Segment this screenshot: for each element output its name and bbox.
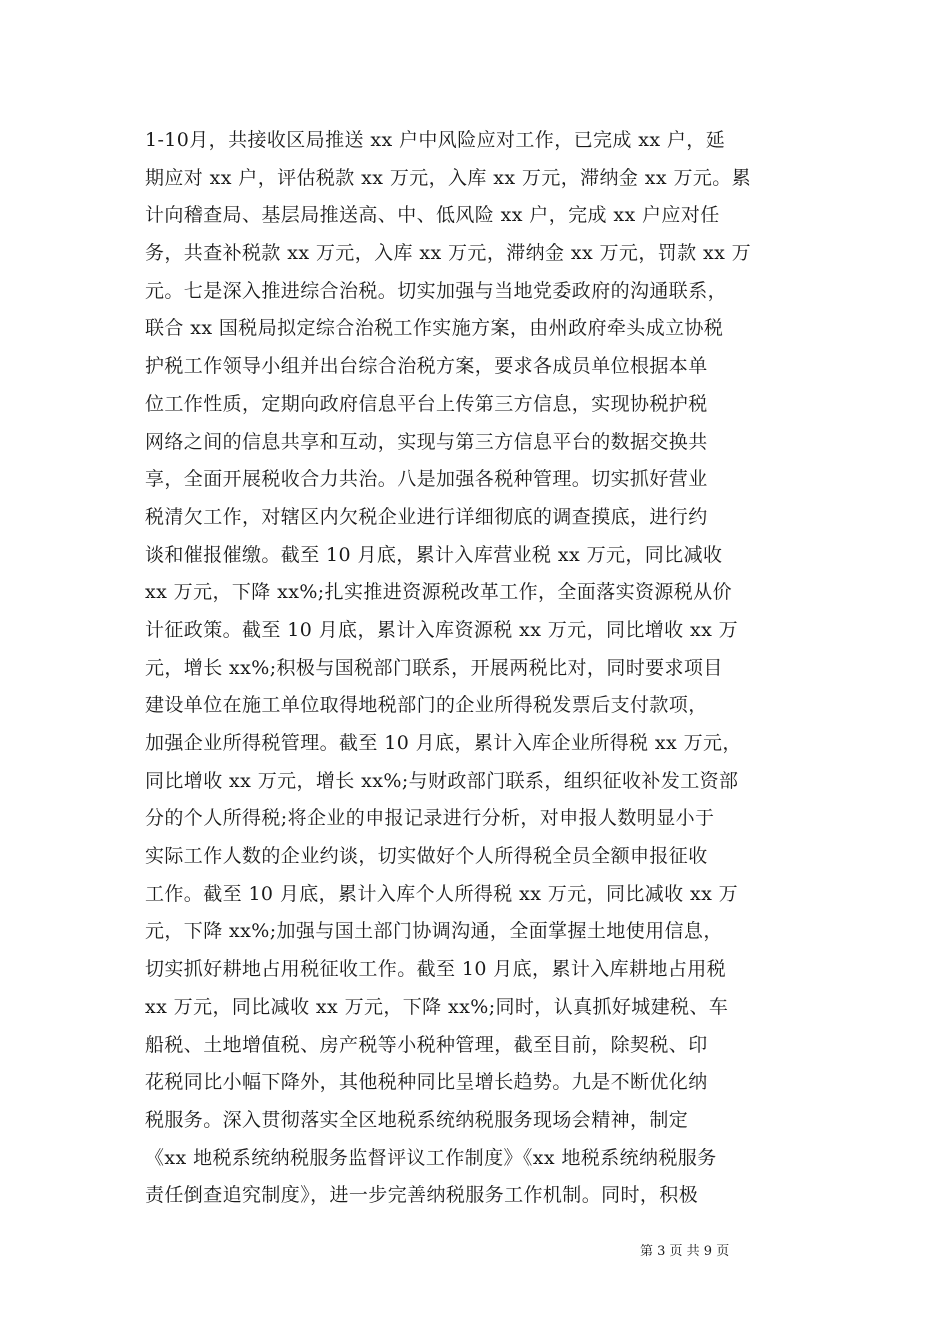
text-line: 加强企业所得税管理。截至 10 月底，累计入库企业所得税 xx 万元， xyxy=(145,732,742,754)
body-text xyxy=(145,122,825,1215)
text-line: 元。七是深入推进综合治税。切实加强与当地党委政府的沟通联系， xyxy=(145,279,728,302)
text-line: 联合 xx 国税局拟定综合治税工作实施方案，由州政府牵头成立协税 xyxy=(145,317,724,340)
text-line: 计向稽查局、基层局推送高、中、低风险 xx 户，完成 xx 户应对任 xyxy=(145,204,720,227)
text-line: 1-10月，共接收区局推送 xx 户中风险应对工作，已完成 xx 户，延 xyxy=(145,129,726,151)
text-line: 同比增收 xx 万元，增长 xx%;与财政部门联系，组织征收补发工资部 xyxy=(145,769,739,792)
text-line: 网络之间的信息共享和互动，实现与第三方信息平台的数据交换共 xyxy=(145,430,708,453)
text-line: 建设单位在施工单位取得地税部门的企业所得税发票后支付款项， xyxy=(145,694,708,717)
text-line: 务，共查补税款 xx 万元，入库 xx 万元，滞纳金 xx 万元，罚款 xx 万 xyxy=(145,242,752,265)
text-line: 税清欠工作，对辖区内欠税企业进行详细彻底的调查摸底，进行约 xyxy=(145,505,708,528)
text-line: 责任倒查追究制度》，进一步完善纳税服务工作机制。同时，积极 xyxy=(145,1184,699,1207)
text-line: 护税工作领导小组并出台综合治税方案，要求各成员单位根据本单 xyxy=(145,355,708,378)
text-line: 享，全面开展税收合力共治。八是加强各税种管理。切实抓好营业 xyxy=(145,468,708,491)
text-line: 谈和催报催缴。截至 10 月底，累计入库营业税 xx 万元，同比减收 xyxy=(145,543,723,566)
text-line: 位工作性质，定期向政府信息平台上传第三方信息，实现协税护税 xyxy=(145,392,708,415)
text-line: 计征政策。截至 10 月底，累计入库资源税 xx 万元，同比增收 xx 万 xyxy=(145,618,739,641)
text-line: 切实抓好耕地占用税征收工作。截至 10 月底，累计入库耕地占用税 xyxy=(145,958,727,981)
text-line: 工作。截至 10 月底，累计入库个人所得税 xx 万元，同比减收 xx 万 xyxy=(145,882,739,905)
text-line: 元，下降 xx%;加强与国土部门协调沟通，全面掌握土地使用信息， xyxy=(145,920,723,943)
text-line: 期应对 xx 户，评估税款 xx 万元，入库 xx 万元，滞纳金 xx 万元。累 xyxy=(145,166,752,189)
text-line: 分的个人所得税;将企业的申报记录进行分析，对申报人数明显小于 xyxy=(145,807,715,830)
text-line: 船税、土地增值税、房产税等小税种管理，截至目前，除契税、印 xyxy=(145,1033,708,1056)
text-line: 实际工作人数的企业约谈，切实做好个人所得税全员全额申报征收 xyxy=(145,845,708,868)
text-line: 元，增长 xx%;积极与国税部门联系，开展两税比对，同时要求项目 xyxy=(145,656,723,679)
text-line: 税服务。深入贯彻落实全区地税系统纳税服务现场会精神，制定 xyxy=(145,1108,689,1131)
text-line: xx 万元，同比减收 xx 万元，下降 xx%;同时，认真抓好城建税、车 xyxy=(145,995,729,1018)
page-footer: 第 3 页 共 9 页 xyxy=(640,1244,730,1259)
text-line: 花税同比小幅下降外，其他税种同比呈增长趋势。九是不断优化纳 xyxy=(145,1071,708,1094)
text-line: xx 万元，下降 xx%;扎实推进资源税改革工作，全面落实资源税从价 xyxy=(145,581,732,604)
text-line: 《xx 地税系统纳税服务监督评议工作制度》《xx 地税系统纳税服务 xyxy=(145,1146,717,1169)
